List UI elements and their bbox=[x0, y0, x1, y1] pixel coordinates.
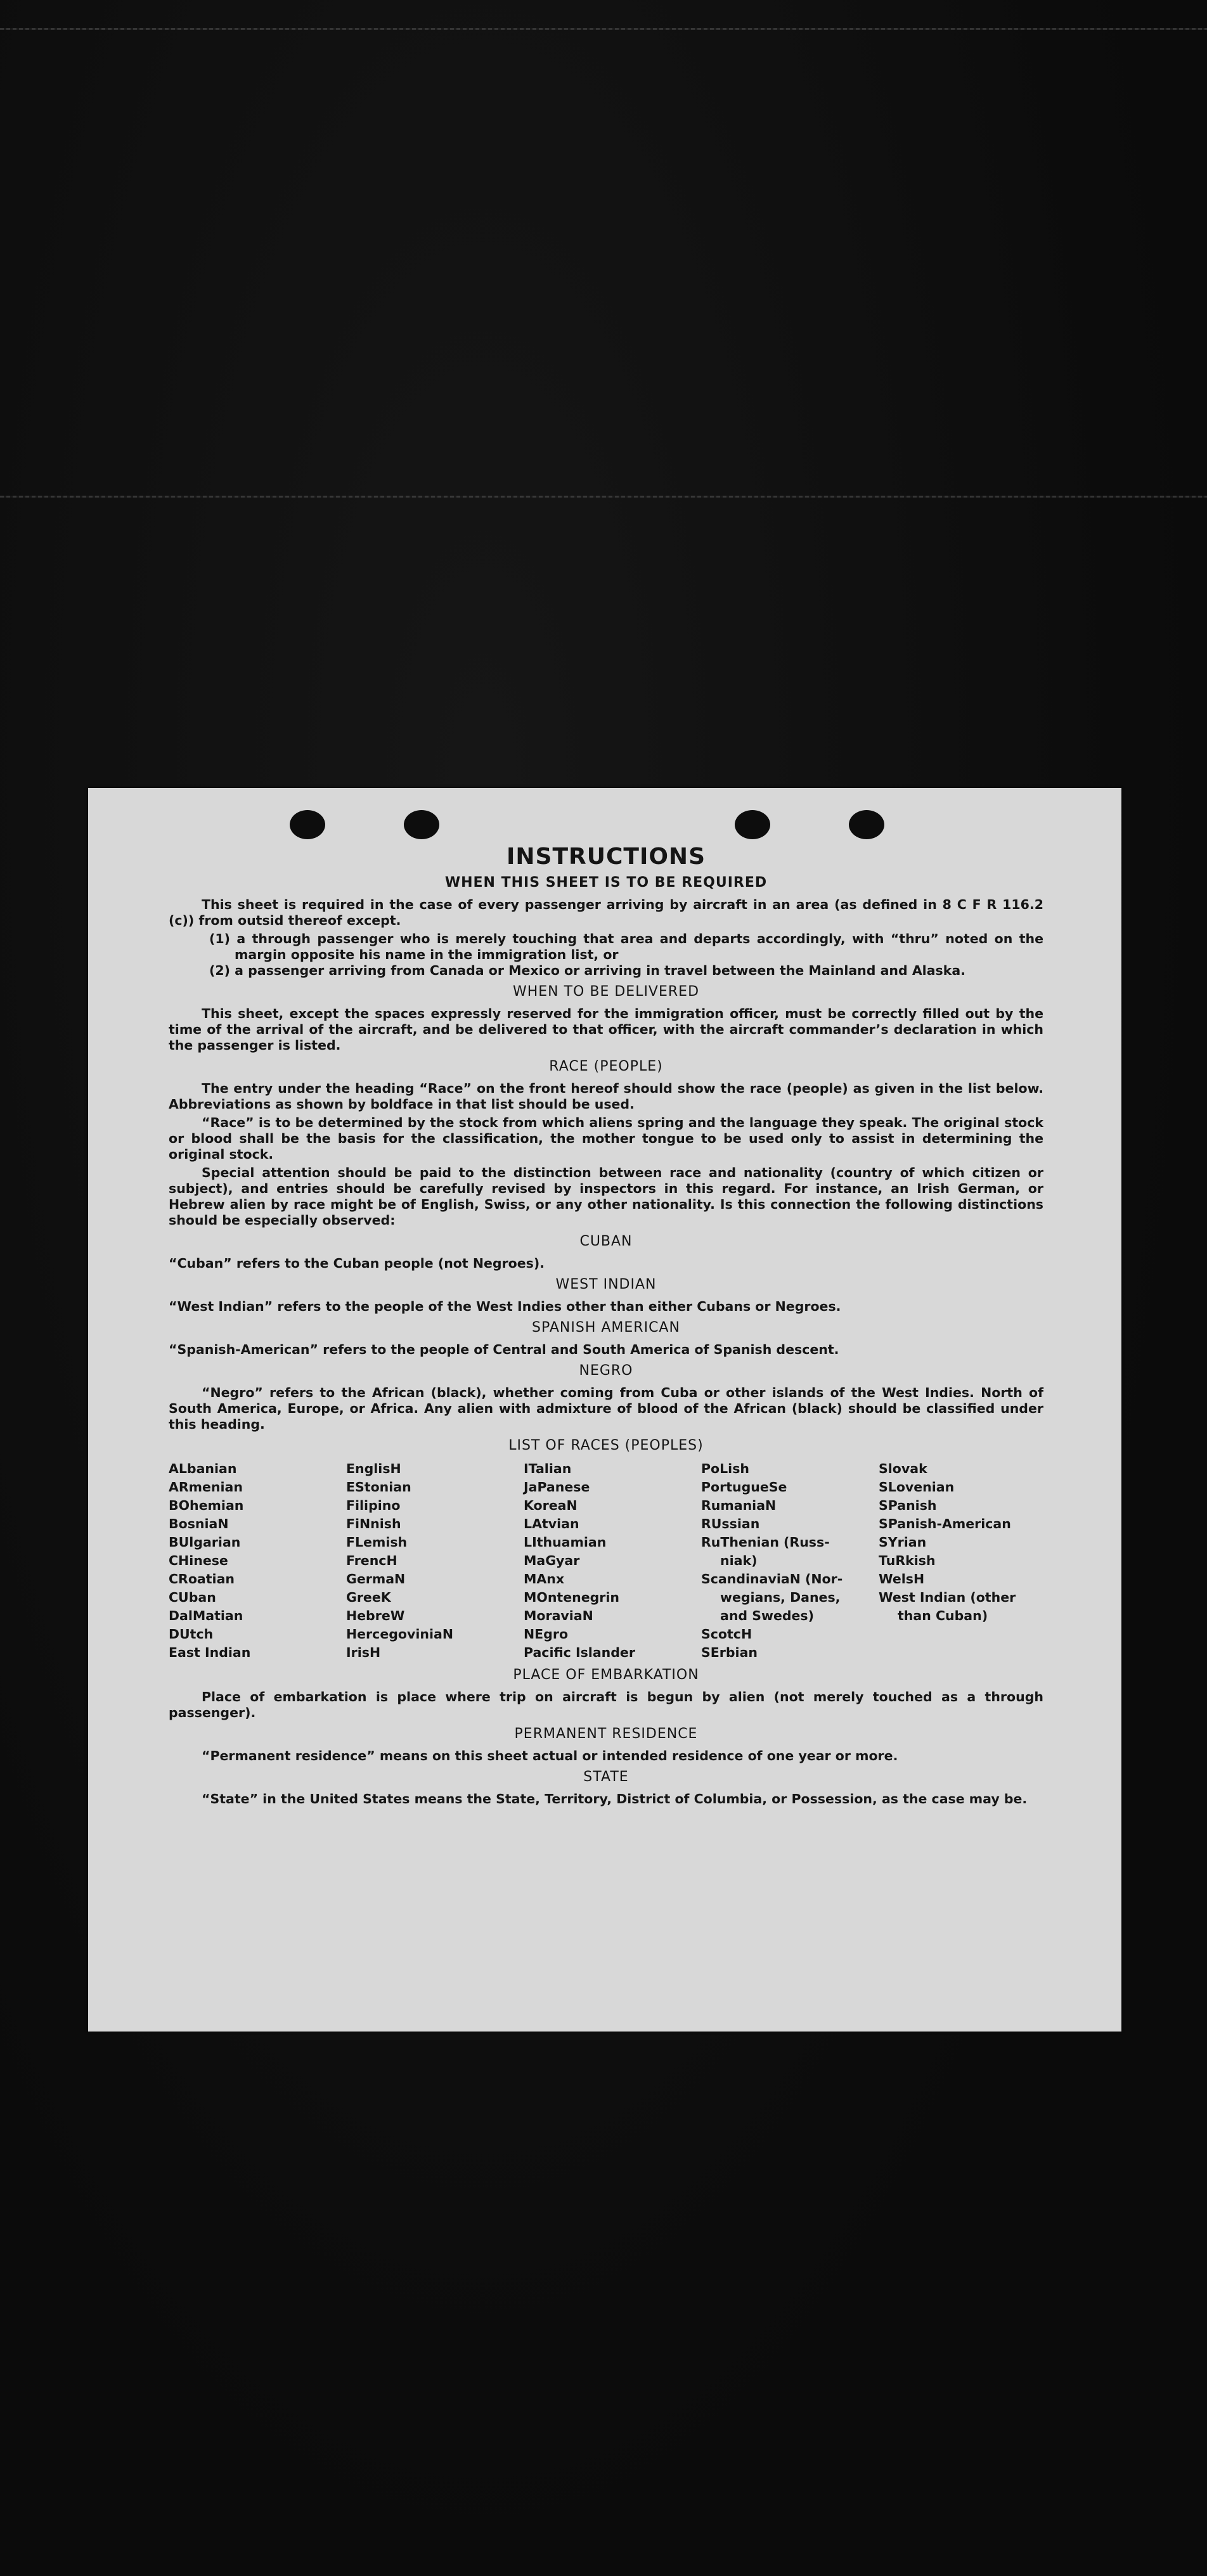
race-entry: HebreW bbox=[346, 1608, 405, 1623]
race-entry: SYrian bbox=[879, 1535, 927, 1550]
race-entry: MaGyar bbox=[524, 1553, 580, 1568]
section-heading: WHEN TO BE DELIVERED bbox=[512, 984, 700, 1000]
race-entry: IrisH bbox=[346, 1645, 381, 1660]
races-column bbox=[879, 1460, 1043, 1662]
race-entry: BosniaN bbox=[169, 1516, 229, 1531]
paragraph: The entry under the heading “Race” on the front hereof should show the race (people) as given in the list below. Abbreviations as shown by boldface in that list should be used. bbox=[169, 1081, 1043, 1112]
race-entry: TuRkish bbox=[879, 1553, 936, 1568]
race-entry: SLovenian bbox=[879, 1479, 955, 1495]
race-entry: HercegoviniaN bbox=[346, 1626, 453, 1642]
section-heading: CUBAN bbox=[579, 1233, 633, 1249]
races-column bbox=[524, 1460, 701, 1662]
race-entry: ScandinaviaN (Nor- bbox=[701, 1571, 843, 1587]
race-entry: RuThenian (Russ- bbox=[701, 1535, 830, 1550]
scan-edge-line bbox=[0, 28, 1207, 30]
section-heading: NEGRO bbox=[579, 1363, 633, 1379]
race-entry-continued: wegians, Danes, bbox=[720, 1590, 841, 1605]
race-entry: SErbian bbox=[701, 1645, 758, 1660]
section-heading: WHEN THIS SHEET IS TO BE REQUIRED bbox=[444, 875, 768, 891]
paragraph: “Cuban” refers to the Cuban people (not Negroes). bbox=[169, 1256, 545, 1271]
list-item: (1) a through passenger who is merely touching that area and departs accordingly, with “thru” noted on the margin opposite his name in the immigration list, or bbox=[209, 931, 1043, 962]
punch-hole bbox=[290, 810, 325, 839]
race-entry: GermaN bbox=[346, 1571, 406, 1587]
race-entry: GreeK bbox=[346, 1590, 391, 1605]
race-entry: CRoatian bbox=[169, 1571, 235, 1587]
race-entry-continued: than Cuban) bbox=[898, 1608, 988, 1623]
paragraph: This sheet, except the spaces expressly reserved for the immigration officer, must be correctly filled out by the time of the arrival of the aircraft, and be delivered to that officer, with the aircraft commander’s declaration in which the passenger is listed. bbox=[169, 1006, 1043, 1053]
race-entry: SPanish bbox=[879, 1498, 937, 1513]
races-heading: LIST OF RACES (PEOPLES) bbox=[508, 1438, 704, 1453]
race-entry: LIthuamian bbox=[524, 1535, 607, 1550]
race-entry: PortugueSe bbox=[701, 1479, 787, 1495]
race-entry: MoraviaN bbox=[524, 1608, 593, 1623]
paragraph: “Permanent residence” means on this sheet actual or intended residence of one year or more. bbox=[202, 1748, 898, 1763]
race-entry: EnglisH bbox=[346, 1461, 401, 1476]
race-entry: East Indian bbox=[169, 1645, 251, 1660]
paragraph: “State” in the United States means the State, Territory, District of Columbia, or Possession, as the case may be. bbox=[202, 1791, 1028, 1806]
race-entry: EStonian bbox=[346, 1479, 411, 1495]
race-entry: FrencH bbox=[346, 1553, 397, 1568]
race-entry: DUtch bbox=[169, 1626, 214, 1642]
races-column bbox=[346, 1460, 524, 1662]
race-entry: Filipino bbox=[346, 1498, 401, 1513]
race-entry: NEgro bbox=[524, 1626, 569, 1642]
race-entry: CHinese bbox=[169, 1553, 228, 1568]
race-entry: CUban bbox=[169, 1590, 216, 1605]
race-entry: FiNnish bbox=[346, 1516, 401, 1531]
race-entry: MOntenegrin bbox=[524, 1590, 620, 1605]
document-title: INSTRUCTIONS bbox=[507, 844, 706, 870]
races-column bbox=[701, 1460, 879, 1662]
race-entry: ARmenian bbox=[169, 1479, 243, 1495]
document-page bbox=[88, 788, 1121, 2032]
section-heading: SPANISH AMERICAN bbox=[532, 1320, 680, 1336]
race-entry: Pacific Islander bbox=[524, 1645, 635, 1660]
race-entry: ALbanian bbox=[169, 1461, 237, 1476]
race-entry: SPanish-American bbox=[879, 1516, 1011, 1531]
race-entry: PoLish bbox=[701, 1461, 749, 1476]
race-entry: RUssian bbox=[701, 1516, 760, 1531]
paragraph: “Negro” refers to the African (black), whether coming from Cuba or other islands of the West Indies. North of South America, Europe, or Africa. Any alien with admixture of blood of the African (black) should be classified under this heading. bbox=[169, 1385, 1043, 1432]
section-heading: PLACE OF EMBARKATION bbox=[513, 1667, 699, 1683]
race-entry: BOhemian bbox=[169, 1498, 244, 1513]
race-entry: FLemish bbox=[346, 1535, 408, 1550]
punch-hole bbox=[404, 810, 439, 839]
race-entry: WelsH bbox=[879, 1571, 925, 1587]
punch-hole bbox=[849, 810, 884, 839]
race-entry: KoreaN bbox=[524, 1498, 578, 1513]
paragraph: This sheet is required in the case of every passenger arriving by aircraft in an area (as defined in 8 C F R 116.2 (c)) from outsid thereof except. bbox=[169, 897, 1043, 928]
punch-hole bbox=[735, 810, 770, 839]
races-column bbox=[169, 1460, 346, 1662]
paragraph: “West Indian” refers to the people of the West Indies other than either Cubans or Negroes. bbox=[169, 1299, 841, 1314]
race-entry: MAnx bbox=[524, 1571, 565, 1587]
races-list bbox=[169, 1460, 1043, 1662]
race-entry-continued: niak) bbox=[720, 1553, 758, 1568]
race-entry: DalMatian bbox=[169, 1608, 243, 1623]
race-entry: LAtvian bbox=[524, 1516, 579, 1531]
race-entry: Slovak bbox=[879, 1461, 927, 1476]
race-entry: JaPanese bbox=[524, 1479, 590, 1495]
paragraph: Special attention should be paid to the distinction between race and nationality (country of which citizen or subject), and entries should be carefully revised by inspectors in this regard. For instance, an Irish German, or Hebrew alien by race might be of English, Swiss, or any other nationality. Is this connection the following distinctions should be especially observed: bbox=[169, 1165, 1043, 1228]
section-heading: STATE bbox=[583, 1769, 629, 1785]
section-heading: PERMANENT RESIDENCE bbox=[514, 1726, 698, 1742]
race-entry-continued: and Swedes) bbox=[720, 1608, 814, 1623]
document-content bbox=[169, 844, 1043, 1810]
section-heading: RACE (PEOPLE) bbox=[549, 1059, 663, 1074]
paragraph: “Spanish-American” refers to the people of Central and South America of Spanish descent. bbox=[169, 1342, 839, 1357]
race-entry: ScotcH bbox=[701, 1626, 752, 1642]
list-item: (2) a passenger arriving from Canada or Mexico or arriving in travel between the Mainland and Alaska. bbox=[209, 963, 966, 978]
scan-edge-line bbox=[0, 496, 1207, 498]
paragraph: Place of embarkation is place where trip on aircraft is begun by alien (not merely touched as a through passenger). bbox=[169, 1689, 1043, 1720]
race-entry: ITalian bbox=[524, 1461, 572, 1476]
section-heading: WEST INDIAN bbox=[555, 1277, 657, 1292]
paragraph: “Race” is to be determined by the stock from which aliens spring and the language they speak. The original stock or blood shall be the basis for the classification, the mother tongue to be used only to assist in determining the original stock. bbox=[169, 1115, 1043, 1162]
race-entry: BUlgarian bbox=[169, 1535, 241, 1550]
race-entry: West Indian (other bbox=[879, 1590, 1016, 1605]
race-entry: RumaniaN bbox=[701, 1498, 777, 1513]
